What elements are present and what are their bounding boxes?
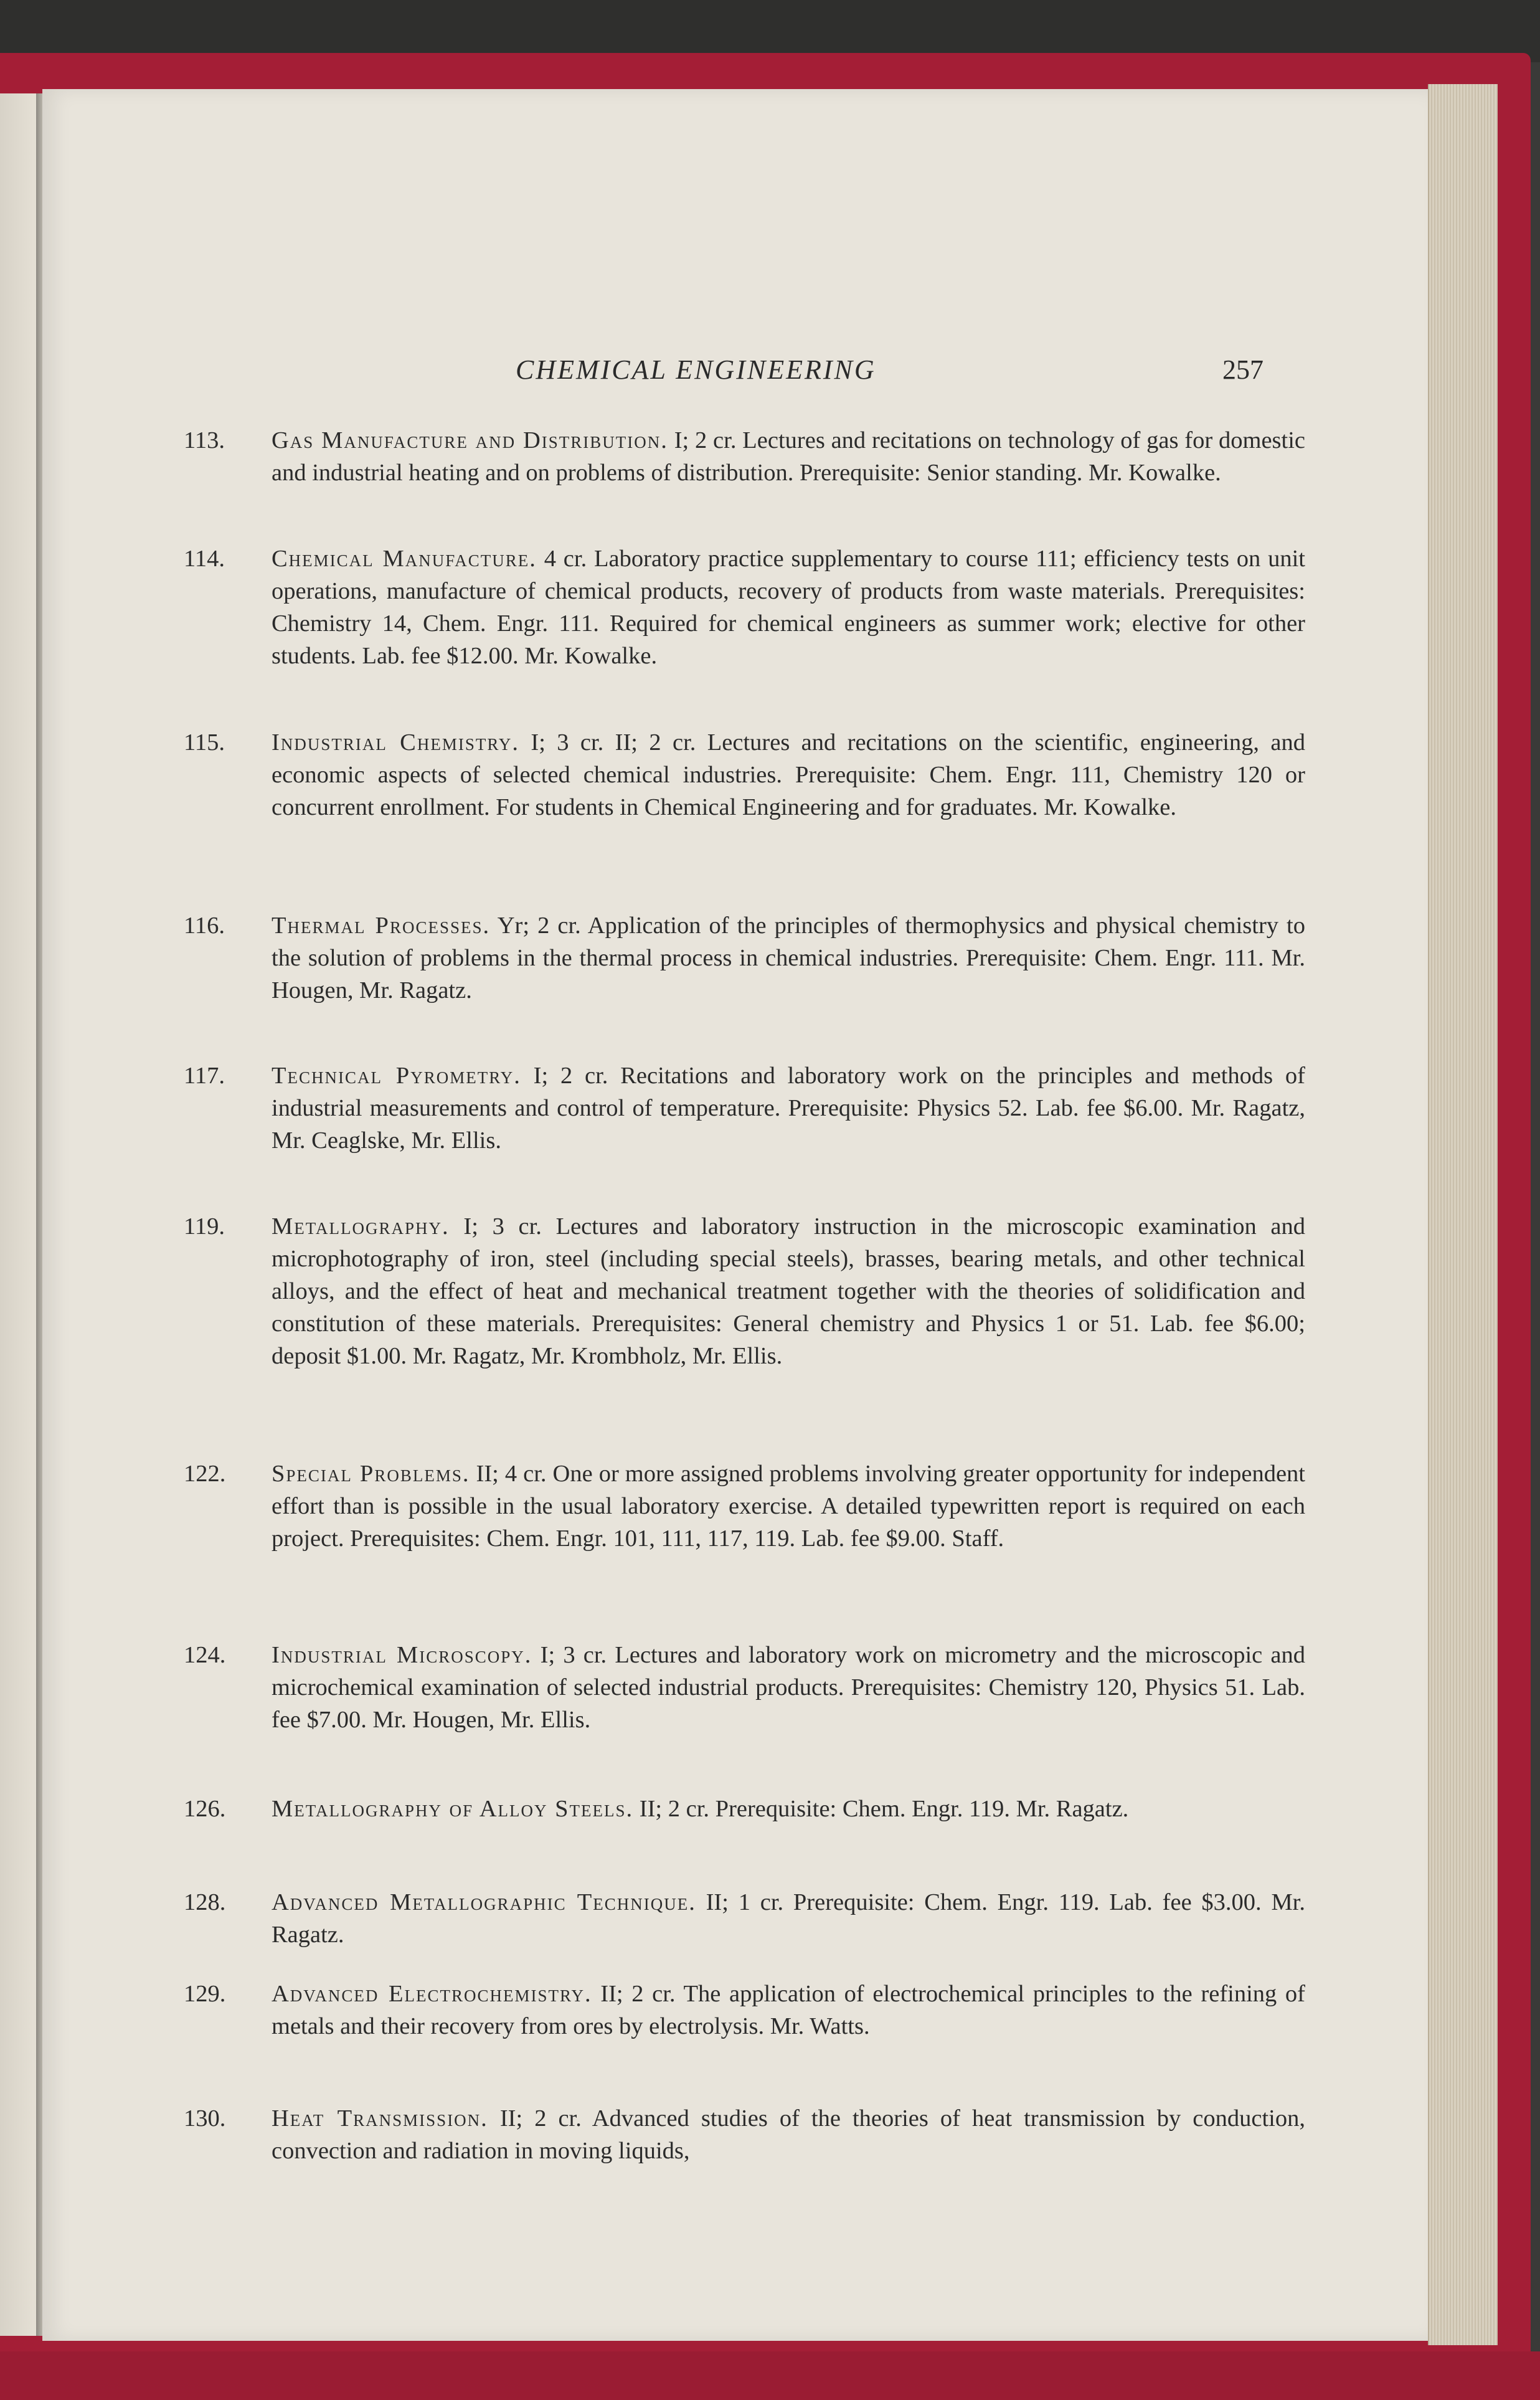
course-number: 129. <box>184 1981 226 2007</box>
course-description <box>272 1210 1305 1372</box>
course-description <box>272 1886 1305 1951</box>
course-title: Special Problems. <box>272 1461 470 1487</box>
course-title: Heat Transmission. <box>272 2105 488 2132</box>
course-number: 128. <box>184 1889 226 1915</box>
course-number: 130. <box>184 2105 226 2132</box>
course-title: Gas Manufacture and Distribution. <box>272 427 668 453</box>
course-title: Advanced Metallographic Technique. <box>272 1889 696 1915</box>
course-description <box>272 424 1305 489</box>
course-description <box>272 1793 1305 1825</box>
course-text: II; 2 cr. Prerequisite: Chem. Engr. 119. Mr. Ragatz. <box>639 1796 1129 1822</box>
course-description <box>272 1060 1305 1157</box>
course-text: I; 3 cr. Lectures and laboratory instruction in the microscopic examination and microphotography of iron, steel (including special steels), brasses, bearing metals, and other technical alloys, and the effect of heat and mechanical treatment together with the theories of solidification and constitution of these materials. Prerequisites: General chemistry and Physics 1 or 51. Lab. fee $6.00; deposit $1.00. Mr. Ragatz, Mr. Krombholz, Mr. Ellis. <box>272 1213 1306 1369</box>
course-text: I; 3 cr. Lectures and laboratory work on micrometry and the microscopic and microchemical examination of selected industrial products. Prerequisites: Chemistry 120, Physics 51. Lab. fee $7.00. Mr. Hougen, Mr. Ellis. <box>272 1642 1306 1733</box>
course-title: Industrial Chemistry. <box>272 729 520 756</box>
course-number: 116. <box>184 913 225 939</box>
book-page <box>42 89 1428 2341</box>
course-number: 114. <box>184 546 225 572</box>
course-title: Chemical Manufacture. <box>272 546 537 572</box>
course-title: Advanced Electrochemistry. <box>272 1981 592 2007</box>
page-header <box>42 354 1428 391</box>
course-number: 117. <box>184 1063 225 1089</box>
course-text: II; 2 cr. The application of electrochemical principles to the refining of metals and their recovery from ores by electrolysis. Mr. Watts. <box>272 1981 1305 2039</box>
course-description <box>272 543 1305 672</box>
page-block-edges <box>1428 84 1498 2345</box>
course-description <box>272 1458 1305 1555</box>
course-number: 115. <box>184 729 225 756</box>
course-text: I; 2 cr. Lectures and recitations on technology of gas for domestic and industrial heating and on problems of distribution. Prerequisite: Senior standing. Mr. Kowalke. <box>272 427 1305 486</box>
facing-page-edge <box>0 93 39 2336</box>
course-title: Industrial Microscopy. <box>272 1642 532 1668</box>
course-title: Metallography of Alloy Steels. <box>272 1796 634 1822</box>
course-text: II; 1 cr. Prerequisite: Chem. Engr. 119. Lab. fee $3.00. Mr. Ragatz. <box>272 1889 1305 1948</box>
course-number: 124. <box>184 1642 226 1668</box>
course-number: 113. <box>184 427 225 453</box>
course-title: Technical Pyrometry. <box>272 1063 521 1089</box>
course-text: 4 cr. Laboratory practice supplementary to course 111; efficiency tests on unit operations, manufacture of chemical products, recovery of products from waste materials. Prerequisites: Chemistry 14, Chem. Engr. 111. Required for chemical engineers as summer work; elective for other students. Lab. fee $12.00. Mr. Kowalke. <box>272 546 1305 669</box>
course-number: 122. <box>184 1461 226 1487</box>
course-description <box>272 726 1305 823</box>
course-description <box>272 1978 1305 2042</box>
course-text: I; 3 cr. II; 2 cr. Lectures and recitations on the scientific, engineering, and economic aspects of selected chemical industries. Prerequisite: Chem. Engr. 111, Chemistry 120 or concurrent enrollment. For students in Chemical Engineering and for graduates. Mr. Kowalke. <box>272 729 1306 820</box>
course-title: Metallography. <box>272 1213 450 1240</box>
course-number: 119. <box>184 1213 225 1240</box>
course-text: II; 4 cr. One or more assigned problems involving greater opportunity for independent effort than is possible in the usual laboratory exercise. A detailed typewritten report is required on each project. Prerequisites: Chem. Engr. 101, 111, 117, 119. Lab. fee $9.00. Staff. <box>272 1461 1306 1552</box>
course-description <box>272 909 1305 1007</box>
book-cover-bottom <box>0 2351 1540 2400</box>
course-description <box>272 1639 1305 1736</box>
page-number: 257 <box>1222 354 1264 385</box>
running-head: CHEMICAL ENGINEERING <box>516 354 876 385</box>
course-text: I; 2 cr. Recitations and laboratory work on the principles and methods of industrial measurements and control of temperature. Prerequisite: Physics 52. Lab. fee $6.00. Mr. Ragatz, Mr. Ceaglske, Mr. Ellis. <box>272 1063 1305 1154</box>
course-text: II; 2 cr. Advanced studies of the theories of heat transmission by conduction, convection and radiation in moving liquids, <box>272 2105 1305 2164</box>
course-number: 126. <box>184 1796 226 1822</box>
course-title: Thermal Processes. <box>272 913 491 939</box>
course-text: Yr; 2 cr. Application of the principles of thermophysics and physical chemistry to the solution of problems in the thermal process in chemical industries. Prerequisite: Chem. Engr. 111. Mr. Hougen, Mr. Ragatz. <box>272 913 1305 1003</box>
course-description <box>272 2102 1305 2167</box>
